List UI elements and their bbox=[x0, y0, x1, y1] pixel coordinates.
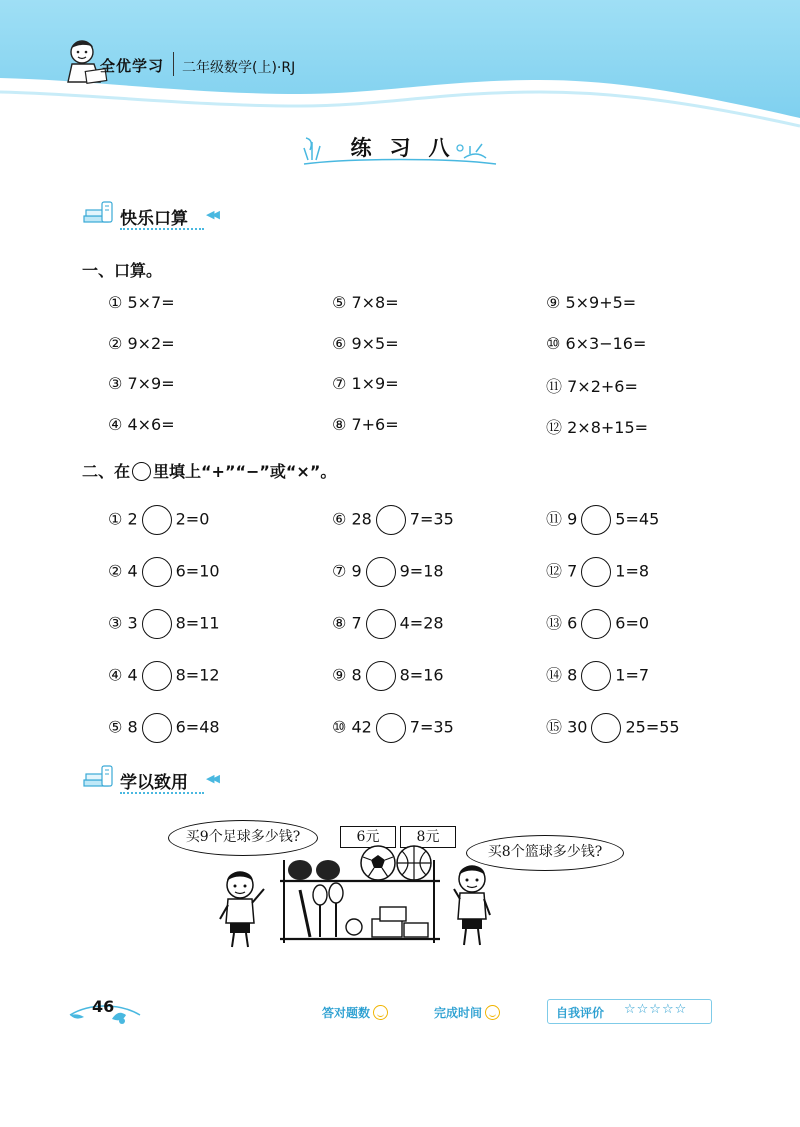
oral-item: ④ 4×6= bbox=[108, 415, 175, 434]
operator-blank[interactable] bbox=[581, 609, 611, 639]
double-arrow-icon: ◀◀ bbox=[206, 772, 217, 785]
operator-blank[interactable] bbox=[376, 505, 406, 535]
section-underline bbox=[120, 228, 204, 230]
operator-item: ⑥ 28 7=35 bbox=[332, 503, 454, 535]
books-icon bbox=[82, 764, 116, 792]
right-speech-bubble: 买8个篮球多少钱? bbox=[466, 835, 624, 871]
smiley-icon bbox=[373, 1005, 388, 1020]
operator-item: ⑤ 8 6=48 bbox=[108, 711, 220, 743]
operator-blank[interactable] bbox=[581, 661, 611, 691]
operator-item: ① 2 2=0 bbox=[108, 503, 209, 535]
oral-item: ⑥ 9×5= bbox=[332, 334, 399, 353]
oral-item: ① 5×7= bbox=[108, 293, 175, 312]
operator-blank[interactable] bbox=[142, 609, 172, 639]
operator-blank[interactable] bbox=[591, 713, 621, 743]
rating-stars[interactable]: ☆☆☆☆☆ bbox=[624, 1002, 688, 1017]
operator-blank[interactable] bbox=[142, 557, 172, 587]
operator-item: ⑧ 7 4=28 bbox=[332, 607, 444, 639]
operator-item: ⑪ 9 5=45 bbox=[546, 503, 659, 535]
operator-blank[interactable] bbox=[581, 505, 611, 535]
operator-blank[interactable] bbox=[366, 557, 396, 587]
operator-item: ⑩ 42 7=35 bbox=[332, 711, 454, 743]
football-price-tag: 6元 bbox=[340, 826, 396, 848]
oral-item: ⑧ 7+6= bbox=[332, 415, 399, 434]
title-banner bbox=[300, 128, 500, 166]
basketball-price-tag: 8元 bbox=[400, 826, 456, 848]
question-2-title: 二、在 里填上“+”“−”或“×”。 bbox=[82, 462, 337, 481]
operator-blank[interactable] bbox=[142, 505, 172, 535]
circle-blank-icon bbox=[132, 462, 151, 481]
shop-drawing bbox=[168, 815, 638, 955]
section-underline bbox=[120, 792, 204, 794]
section-label: 快乐口算 bbox=[120, 209, 188, 229]
oral-item: ⑨ 5×9+5= bbox=[546, 293, 637, 312]
operator-item: ⑭ 8 1=7 bbox=[546, 659, 649, 691]
oral-item: ⑪ 7×2+6= bbox=[546, 377, 638, 396]
smiley-icon bbox=[485, 1005, 500, 1020]
operator-item: ⑨ 8 8=16 bbox=[332, 659, 444, 691]
operator-blank[interactable] bbox=[366, 609, 396, 639]
operator-item: ③ 3 8=11 bbox=[108, 607, 220, 639]
operator-item: ⑬ 6 6=0 bbox=[546, 607, 649, 639]
self-evaluation-label: 自我评价 bbox=[556, 1006, 605, 1020]
completion-time-label: 完成时间 bbox=[434, 1004, 500, 1021]
question-1-title: 一、口算。 bbox=[82, 261, 163, 280]
oral-item: ⑩ 6×3−16= bbox=[546, 334, 647, 353]
correct-count-label: 答对题数 bbox=[322, 1004, 388, 1021]
brand-name: 全优学习 bbox=[100, 57, 165, 75]
page-number: 46 bbox=[92, 997, 115, 1016]
book-title: 二年级数学(上)·RJ bbox=[182, 60, 296, 76]
operator-blank[interactable] bbox=[376, 713, 406, 743]
operator-blank[interactable] bbox=[142, 661, 172, 691]
double-arrow-icon: ◀◀ bbox=[206, 208, 217, 221]
oral-item: ⑫ 2×8+15= bbox=[546, 418, 649, 437]
operator-item: ⑫ 7 1=8 bbox=[546, 555, 649, 587]
oral-item: ⑦ 1×9= bbox=[332, 374, 399, 393]
page-title: 练习八 bbox=[350, 136, 468, 160]
operator-item: ② 4 6=10 bbox=[108, 555, 220, 587]
brand-separator bbox=[173, 52, 174, 76]
oral-item: ⑤ 7×8= bbox=[332, 293, 399, 312]
operator-item: ⑮ 30 25=55 bbox=[546, 711, 680, 743]
oral-item: ② 9×2= bbox=[108, 334, 175, 353]
operator-blank[interactable] bbox=[142, 713, 172, 743]
left-speech-bubble: 买9个足球多少钱? bbox=[168, 820, 318, 856]
operator-blank[interactable] bbox=[581, 557, 611, 587]
sports-shop-illustration bbox=[168, 815, 638, 955]
section-label: 学以致用 bbox=[120, 773, 188, 793]
books-icon bbox=[82, 200, 116, 228]
self-evaluation-box bbox=[547, 999, 712, 1024]
oral-item: ③ 7×9= bbox=[108, 374, 175, 393]
operator-item: ④ 4 8=12 bbox=[108, 659, 220, 691]
operator-blank[interactable] bbox=[366, 661, 396, 691]
operator-item: ⑦ 9 9=18 bbox=[332, 555, 444, 587]
